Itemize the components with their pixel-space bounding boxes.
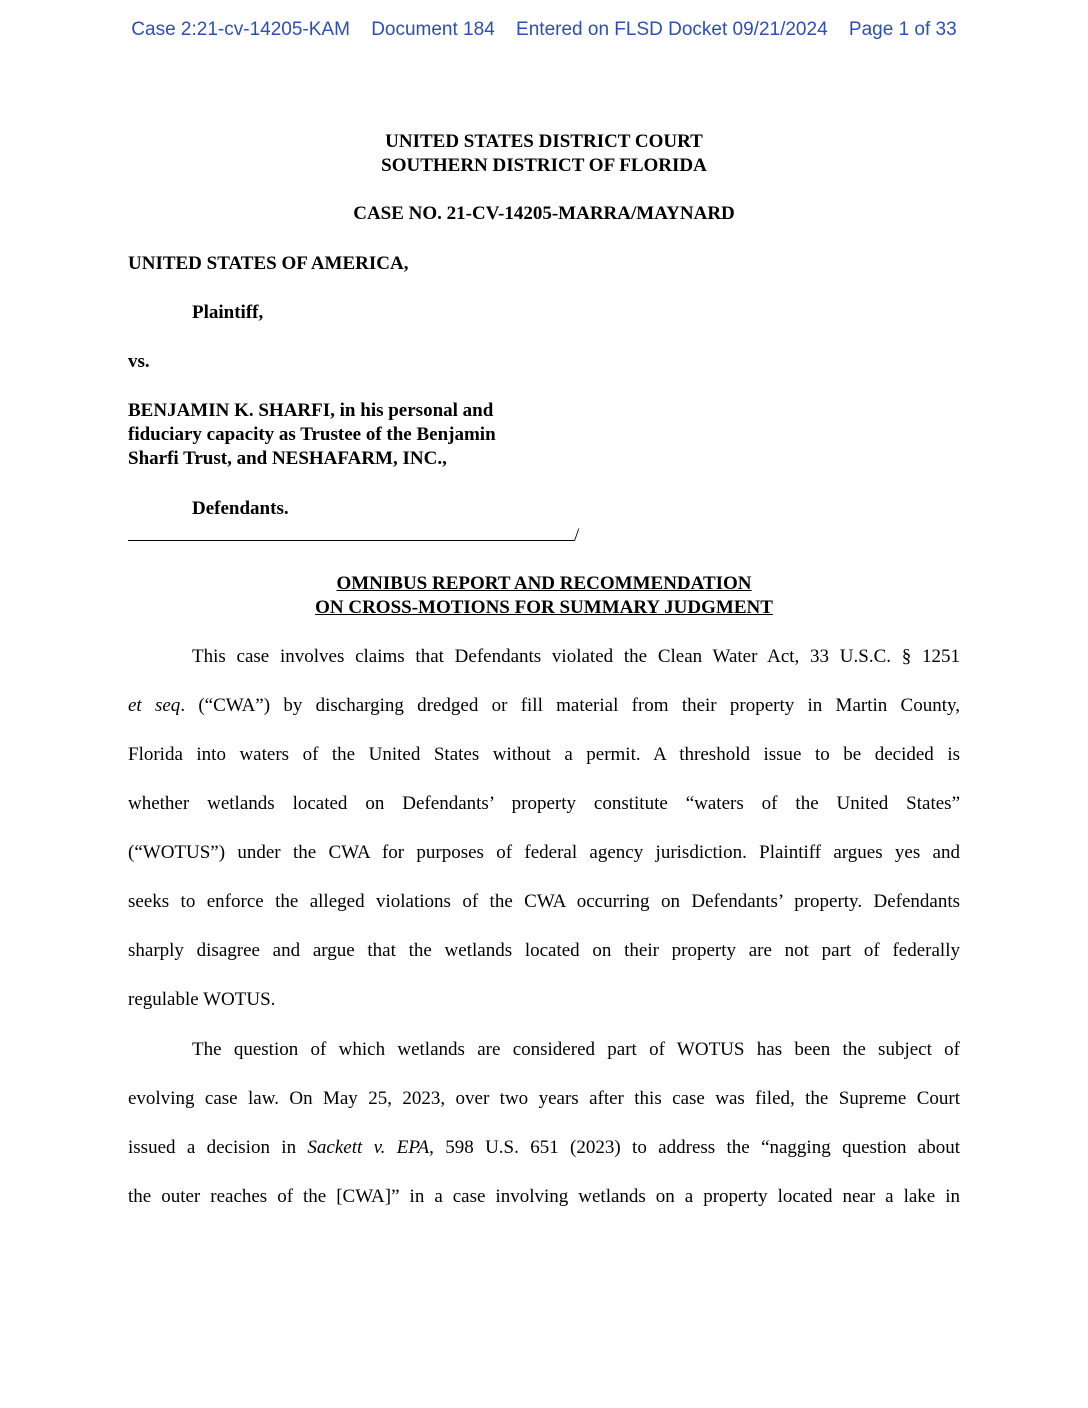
document-title [0, 572, 1088, 620]
paragraph-line-text: , 598 U.S. 651 (2023) to address the “nagging question about [429, 1137, 961, 1158]
court-name-block [0, 130, 1088, 178]
paragraph-line-text: issued a decision in [128, 1137, 308, 1158]
paragraph-line: seeks to enforce the alleged violations of the CWA occurring on Defendants’ property. Defendants [128, 891, 960, 912]
versus-label: vs. [128, 351, 150, 372]
title-line: ON CROSS-MOTIONS FOR SUMMARY JUDGMENT [315, 597, 773, 618]
paragraph-line: (“WOTUS”) under the CWA for purposes of federal agency jurisdiction. Plaintiff argues yes and [128, 842, 960, 863]
docket-entry-date: Entered on FLSD Docket 09/21/2024 [516, 19, 828, 40]
paragraph-line: evolving case law. On May 25, 2023, over two years after this case was filed, the Supreme Court [128, 1088, 960, 1109]
plaintiff-name: UNITED STATES OF AMERICA, [128, 253, 409, 274]
paragraph-line: Florida into waters of the United States without a permit. A threshold issue to be decided is [128, 744, 960, 765]
case-number: CASE NO. 21-CV-14205-MARRA/MAYNARD [353, 203, 735, 224]
docket-case-number: Case 2:21-cv-14205-KAM [131, 19, 350, 40]
paragraph-line-text: . (“CWA”) by discharging dredged or fill material from their property in Martin County, [180, 695, 961, 716]
court-district: SOUTHERN DISTRICT OF FLORIDA [381, 155, 707, 176]
docket-header [0, 19, 1088, 41]
separator-rule [128, 522, 574, 541]
docket-page-number: Page 1 of 33 [848, 19, 957, 40]
italic-citation: et seq [128, 695, 181, 716]
paragraph-line: regulable WOTUS. [128, 989, 276, 1010]
court-name: UNITED STATES DISTRICT COURT [385, 131, 703, 152]
paragraph-line: This case involves claims that Defendants violated the Clean Water Act, 33 U.S.C. § 1251 [192, 646, 960, 667]
paragraph-line [128, 681, 960, 730]
plaintiff-role: Plaintiff, [192, 302, 264, 323]
separator-slash: / [574, 525, 580, 546]
paragraph-line: sharply disagree and argue that the wetlands located on their property are not part of federally [128, 940, 960, 961]
defendant-role: Defendants. [192, 498, 289, 519]
defendant-line: fiduciary capacity as Trustee of the Benjamin [128, 424, 496, 445]
docket-document-number: Document 184 [371, 19, 495, 40]
defendant-names [128, 399, 496, 471]
paragraph-line: The question of which wetlands are considered part of WOTUS has been the subject of [192, 1039, 960, 1060]
title-line: OMNIBUS REPORT AND RECOMMENDATION [336, 573, 752, 594]
paragraph-line [128, 1123, 960, 1172]
defendant-line: Sharfi Trust, and NESHAFARM, INC., [128, 448, 447, 469]
paragraph-line: the outer reaches of the [CWA]” in a case involving wetlands on a property located near a lake in [128, 1186, 960, 1207]
paragraph-line: whether wetlands located on Defendants’ property constitute “waters of the United States” [128, 793, 960, 814]
body-paragraph-2 [128, 1025, 960, 1221]
case-citation: Sackett v. EPA [307, 1137, 430, 1158]
defendant-line: BENJAMIN K. SHARFI, in his personal and [128, 400, 494, 421]
body-paragraph-1 [128, 632, 960, 1024]
caption-separator [128, 522, 579, 548]
